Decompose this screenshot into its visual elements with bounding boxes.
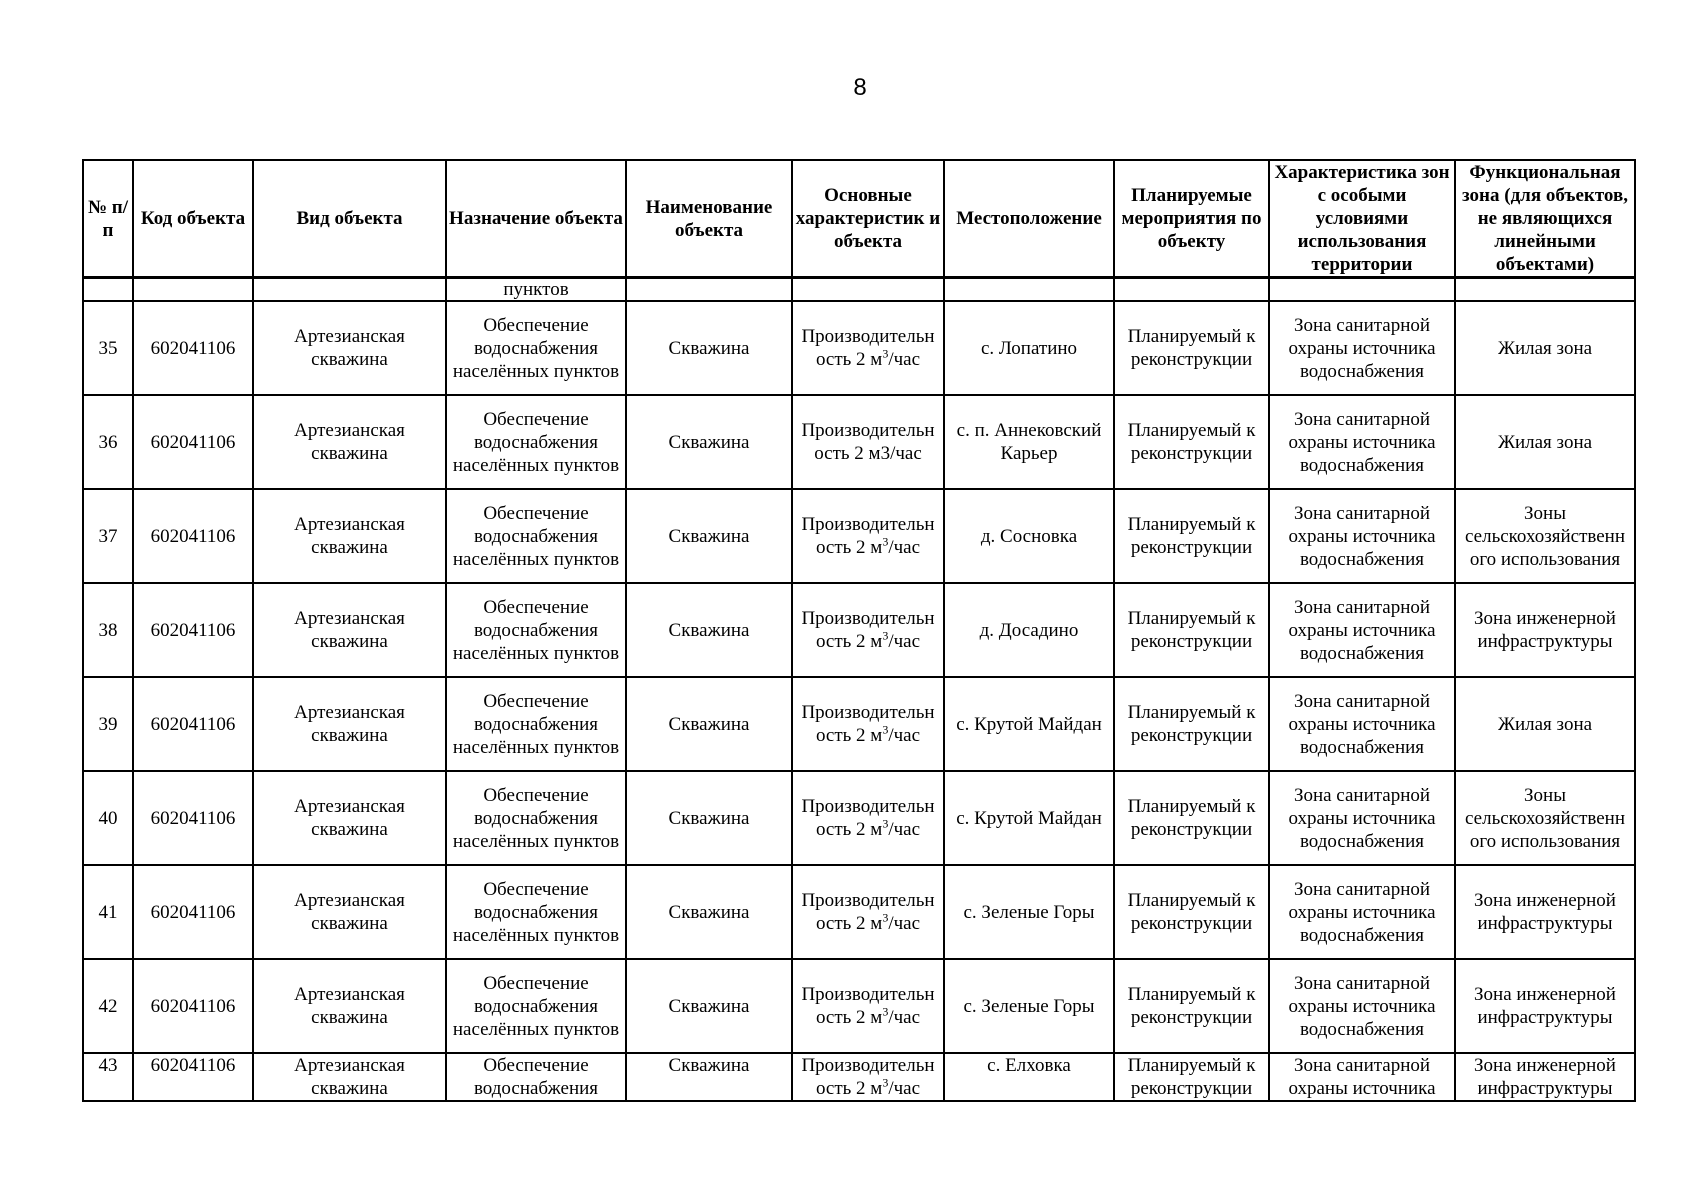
cell-location: с. п. Аннековский Карьер: [944, 395, 1114, 489]
cell-type: Артезианская скважина: [253, 301, 446, 395]
cell-num: 42: [83, 959, 133, 1053]
cell-measures: Планируемый к реконструкции: [1114, 301, 1269, 395]
cell-purpose: Обеспечение водоснабжения населённых пунктов: [446, 677, 626, 771]
objects-table: [82, 159, 1636, 1102]
cell-purpose: Обеспечение водоснабжения: [446, 1053, 626, 1101]
table-row: [83, 677, 1635, 771]
cell-num: 39: [83, 677, 133, 771]
cell-empty: [83, 278, 133, 302]
cell-type: Артезианская скважина: [253, 771, 446, 865]
header-name: Наименование объекта: [626, 160, 792, 278]
cell-code: 602041106: [133, 489, 253, 583]
cell-purpose: Обеспечение водоснабжения населённых пунктов: [446, 583, 626, 677]
cell-type: Артезианская скважина: [253, 677, 446, 771]
cell-measures: Планируемый к реконструкции: [1114, 865, 1269, 959]
cell-location: с. Крутой Майдан: [944, 677, 1114, 771]
cell-location: д. Досадино: [944, 583, 1114, 677]
table-row: [83, 771, 1635, 865]
unit-suffix: /час: [888, 349, 921, 370]
characteristic-text: Производительн ость 2 м3/час: [801, 420, 935, 464]
table-row: [83, 395, 1635, 489]
unit-superscript: 3: [882, 1004, 889, 1019]
cell-code: 602041106: [133, 677, 253, 771]
table-header-row: [83, 160, 1635, 278]
cell-num: 36: [83, 395, 133, 489]
cell-type: Артезианская скважина: [253, 395, 446, 489]
cell-type: Артезианская скважина: [253, 865, 446, 959]
cell-name: Скважина: [626, 583, 792, 677]
cell-zones: Зона санитарной охраны источника: [1269, 1053, 1455, 1101]
characteristic-text: Производительн ость 2 м: [801, 796, 935, 840]
cell-type: Артезианская скважина: [253, 959, 446, 1053]
cell-characteristics: [792, 489, 944, 583]
unit-superscript: 3: [882, 910, 889, 925]
cell-code: 602041106: [133, 301, 253, 395]
table-row: [83, 489, 1635, 583]
cell-name: Скважина: [626, 959, 792, 1053]
page-number: 8: [853, 74, 867, 101]
cell-type: Артезианская скважина: [253, 583, 446, 677]
unit-superscript: 3: [882, 346, 889, 361]
cell-characteristics: [792, 395, 944, 489]
unit-superscript: 3: [882, 534, 889, 549]
unit-suffix: /час: [888, 1007, 921, 1028]
cell-measures: Планируемый к реконструкции: [1114, 959, 1269, 1053]
cell-measures: Планируемый к реконструкции: [1114, 1053, 1269, 1101]
cell-code: 602041106: [133, 1053, 253, 1101]
characteristic-text: Производительн ость 2 м: [801, 326, 935, 370]
cell-code: 602041106: [133, 959, 253, 1053]
cell-num: 35: [83, 301, 133, 395]
cell-purpose: Обеспечение водоснабжения населённых пунктов: [446, 959, 626, 1053]
cell-name: Скважина: [626, 1053, 792, 1101]
cell-purpose: Обеспечение водоснабжения населённых пунктов: [446, 771, 626, 865]
cell-name: Скважина: [626, 771, 792, 865]
unit-superscript: 3: [882, 816, 889, 831]
cell-zones: Зона санитарной охраны источника водоснабжения: [1269, 395, 1455, 489]
cell-functional-zone: Жилая зона: [1455, 395, 1635, 489]
cell-location: д. Сосновка: [944, 489, 1114, 583]
cell-empty: [944, 278, 1114, 302]
cell-num: 41: [83, 865, 133, 959]
cell-characteristics: [792, 677, 944, 771]
cell-zones: Зона санитарной охраны источника водоснабжения: [1269, 865, 1455, 959]
cell-functional-zone: Жилая зона: [1455, 677, 1635, 771]
cell-purpose-tail: пунктов: [446, 278, 626, 302]
unit-suffix: /час: [888, 631, 921, 652]
cell-zones: Зона санитарной охраны источника водоснабжения: [1269, 771, 1455, 865]
cell-characteristics: [792, 865, 944, 959]
cell-measures: Планируемый к реконструкции: [1114, 583, 1269, 677]
cell-code: 602041106: [133, 583, 253, 677]
cell-location: с. Крутой Майдан: [944, 771, 1114, 865]
header-measures: Планируемые мероприятия по объекту: [1114, 160, 1269, 278]
cell-empty: [133, 278, 253, 302]
unit-suffix: /час: [888, 1078, 921, 1099]
cell-empty: [1114, 278, 1269, 302]
cell-functional-zone: Жилая зона: [1455, 301, 1635, 395]
cell-num: 37: [83, 489, 133, 583]
cell-empty: [1455, 278, 1635, 302]
header-zones: Характеристика зон с особыми условиями использования территории: [1269, 160, 1455, 278]
cell-name: Скважина: [626, 489, 792, 583]
cell-code: 602041106: [133, 865, 253, 959]
cell-functional-zone: Зона инженерной инфраструктуры: [1455, 583, 1635, 677]
unit-suffix: /час: [888, 725, 921, 746]
header-type: Вид объекта: [253, 160, 446, 278]
unit-superscript: 3: [882, 1075, 889, 1090]
table-row: [83, 301, 1635, 395]
cell-zones: Зона санитарной охраны источника водоснабжения: [1269, 301, 1455, 395]
cell-zones: Зона санитарной охраны источника водоснабжения: [1269, 489, 1455, 583]
table-row: [83, 959, 1635, 1053]
cell-functional-zone: Зоны сельскохозяйственн ого использования: [1455, 489, 1635, 583]
cell-location: с. Лопатино: [944, 301, 1114, 395]
cell-type: Артезианская скважина: [253, 1053, 446, 1101]
unit-superscript: 3: [882, 722, 889, 737]
characteristic-text: Производительн ость 2 м: [801, 890, 935, 934]
cell-measures: Планируемый к реконструкции: [1114, 489, 1269, 583]
cell-characteristics: [792, 301, 944, 395]
unit-superscript: 3: [882, 628, 889, 643]
header-functional-zone: Функциональная зона (для объектов, не являющихся линейными объектами): [1455, 160, 1635, 278]
table-row: [83, 1053, 1635, 1101]
header-purpose: Назначение объекта: [446, 160, 626, 278]
cell-code: 602041106: [133, 395, 253, 489]
cell-name: Скважина: [626, 301, 792, 395]
cell-num: 40: [83, 771, 133, 865]
cell-name: Скважина: [626, 865, 792, 959]
cell-functional-zone: Зона инженерной инфраструктуры: [1455, 959, 1635, 1053]
continuation-row: [83, 278, 1635, 302]
cell-functional-zone: Зоны сельскохозяйственн ого использования: [1455, 771, 1635, 865]
characteristic-text: Производительн ость 2 м: [801, 702, 935, 746]
table-row: [83, 583, 1635, 677]
cell-measures: Планируемый к реконструкции: [1114, 771, 1269, 865]
unit-suffix: /час: [888, 537, 921, 558]
cell-location: с. Зеленые Горы: [944, 959, 1114, 1053]
cell-characteristics: [792, 959, 944, 1053]
cell-zones: Зона санитарной охраны источника водоснабжения: [1269, 677, 1455, 771]
cell-empty: [1269, 278, 1455, 302]
cell-characteristics: [792, 1053, 944, 1101]
header-code: Код объекта: [133, 160, 253, 278]
cell-zones: Зона санитарной охраны источника водоснабжения: [1269, 959, 1455, 1053]
cell-location: с. Елховка: [944, 1053, 1114, 1101]
cell-type: Артезианская скважина: [253, 489, 446, 583]
cell-code: 602041106: [133, 771, 253, 865]
table-row: [83, 865, 1635, 959]
header-location: Местоположение: [944, 160, 1114, 278]
cell-measures: Планируемый к реконструкции: [1114, 395, 1269, 489]
characteristic-text: Производительн ость 2 м: [801, 1055, 935, 1099]
cell-empty: [792, 278, 944, 302]
cell-empty: [626, 278, 792, 302]
cell-name: Скважина: [626, 395, 792, 489]
cell-measures: Планируемый к реконструкции: [1114, 677, 1269, 771]
cell-num: 38: [83, 583, 133, 677]
cell-purpose: Обеспечение водоснабжения населённых пунктов: [446, 395, 626, 489]
cell-num: 43: [83, 1053, 133, 1101]
cell-purpose: Обеспечение водоснабжения населённых пунктов: [446, 301, 626, 395]
characteristic-text: Производительн ость 2 м: [801, 608, 935, 652]
cell-purpose: Обеспечение водоснабжения населённых пунктов: [446, 489, 626, 583]
cell-functional-zone: Зона инженерной инфраструктуры: [1455, 1053, 1635, 1101]
cell-name: Скважина: [626, 677, 792, 771]
cell-location: с. Зеленые Горы: [944, 865, 1114, 959]
unit-suffix: /час: [888, 819, 921, 840]
cell-empty: [253, 278, 446, 302]
characteristic-text: Производительн ость 2 м: [801, 514, 935, 558]
characteristic-text: Производительн ость 2 м: [801, 984, 935, 1028]
header-num: № п/п: [83, 160, 133, 278]
unit-suffix: /час: [888, 913, 921, 934]
cell-characteristics: [792, 771, 944, 865]
cell-characteristics: [792, 583, 944, 677]
cell-purpose: Обеспечение водоснабжения населённых пунктов: [446, 865, 626, 959]
header-characteristics: Основные характеристик и объекта: [792, 160, 944, 278]
cell-zones: Зона санитарной охраны источника водоснабжения: [1269, 583, 1455, 677]
cell-functional-zone: Зона инженерной инфраструктуры: [1455, 865, 1635, 959]
